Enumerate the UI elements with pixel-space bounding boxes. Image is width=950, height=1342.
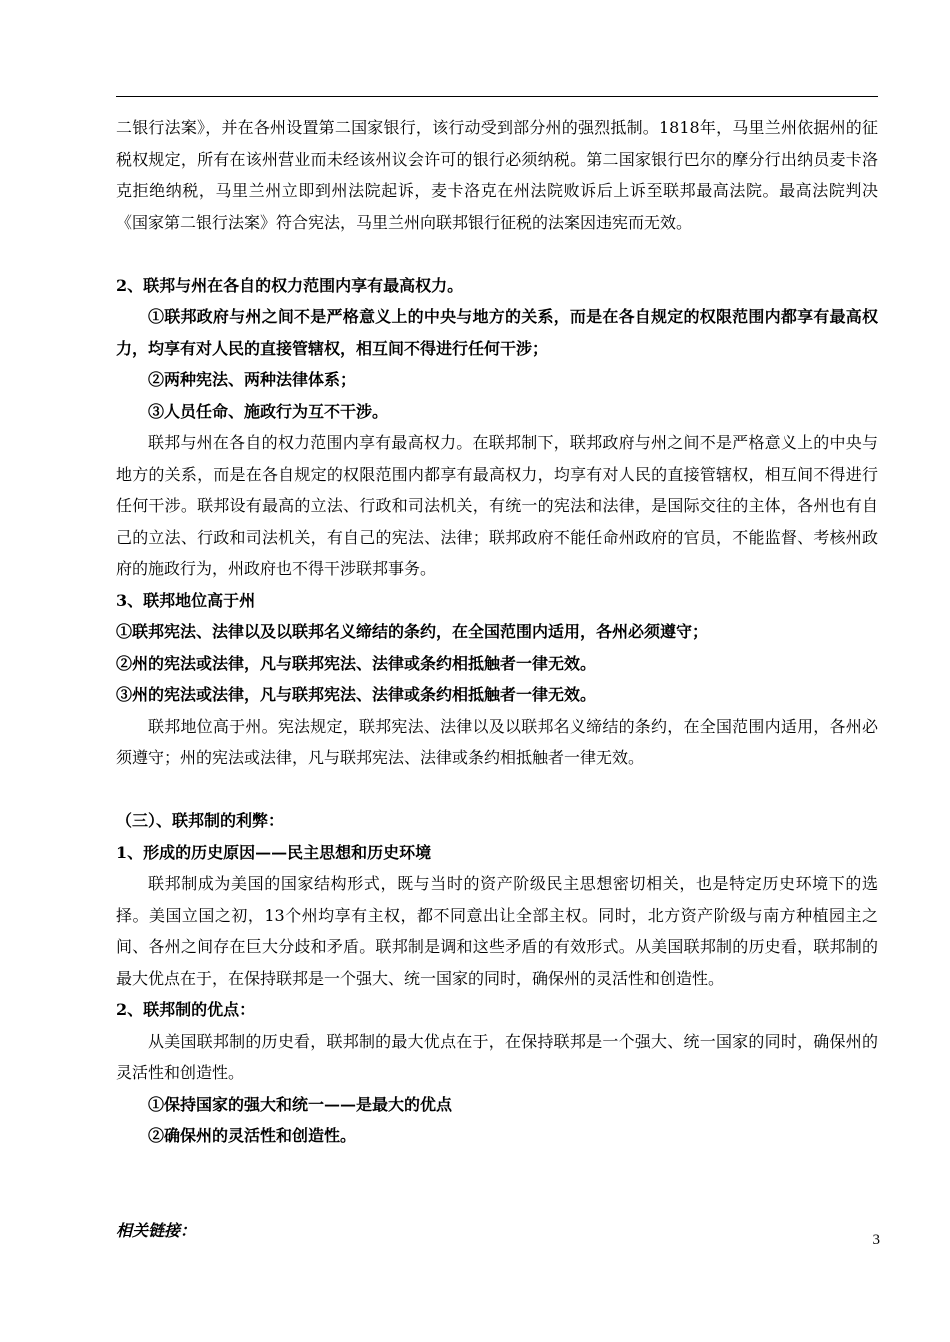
bullet-federal-above-state-3: ③州的宪法或法律，凡与联邦宪法、法律或条约相抵触者一律无效。 [116, 685, 597, 704]
heading-federal-above-state: 3、联邦地位高于州 [116, 590, 256, 610]
section-pros-cons: （三）、联邦制的利弊： [116, 811, 285, 830]
paragraph-bank-case: 二银行法案》，并在各州设置第二国家银行，该行动受到部分州的强烈抵制。1818年，马里兰州依据州的征税权规定，所有在该州营业而未经该州议会许可的银行必须纳税。第二国家银行巴尔的摩分行出纳员麦卡洛克拒绝纳税，马里兰州立即到州法院起诉，麦卡洛克在州法院败诉后上诉至联邦最高法院。最高法院判决《国家第二银行法案》符合宪法，马里兰州向联邦银行征税的法案因违宪而无效。 [116, 118, 878, 232]
heading-historical-reasons: 1、形成的历史原因——民主思想和历史环境 [116, 842, 432, 862]
paragraph-advantages: 从美国联邦制的历史看，联邦制的最大优点在于，在保持联邦是一个强大、统一国家的同时，确保州的灵活性和创造性。 [116, 1031, 878, 1082]
paragraph-supreme-power: 联邦与州在各自的权力范围内享有最高权力。在联邦制下，联邦政府与州之间不是严格意义上的中央与地方的关系，而是在各自规定的权限范围内都享有最高权力，均享有对人民的直接管辖权，相互间不得进行任何干涉。联邦设有最高的立法、行政和司法机关，有统一的宪法和法律，是国际交往的主体，各州也有自己的立法、行政和司法机关，有自己的宪法、法律；联邦政府不能任命州政府的官员，不能监督、考核州政府的施政行为，州政府也不得干涉联邦事务。 [116, 433, 878, 578]
related-links-heading: 相关链接： [116, 1220, 197, 1240]
page-number: 3 [872, 1232, 880, 1248]
bullet-supreme-power-2: ②两种宪法、两种法律体系； [148, 370, 357, 389]
heading-supreme-power: 2、联邦与州在各自的权力范围内享有最高权力。 [116, 275, 464, 295]
bullet-supreme-power-1: ①联邦政府与州之间不是严格意义上的中央与地方的关系，而是在各自规定的权限范围内都享有最高权力，均享有对人民的直接管辖权，相互间不得进行任何干涉； [116, 307, 878, 358]
bullet-federal-above-state-1: ①联邦宪法、法律以及以联邦名义缔结的条约，在全国范围内适用，各州必须遵守； [116, 622, 709, 641]
bullet-advantage-1: ①保持国家的强大和统一——是最大的优点 [148, 1094, 453, 1114]
document-body [116, 112, 878, 1246]
bullet-supreme-power-3: ③人员任命、施政行为互不干涉。 [148, 401, 389, 421]
heading-advantages: 2、联邦制的优点： [116, 1000, 256, 1019]
bullet-advantage-2: ②确保州的灵活性和创造性。 [148, 1126, 357, 1145]
header-rule [116, 96, 878, 97]
bullet-federal-above-state-2: ②州的宪法或法律，凡与联邦宪法、法律或条约相抵触者一律无效。 [116, 653, 597, 673]
paragraph-historical-reasons: 联邦制成为美国的国家结构形式，既与当时的资产阶级民主思想密切相关，也是特定历史环境下的选择。美国立国之初，13个州均享有主权，都不同意出让全部主权。同时，北方资产阶级与南方种植园主之间、各州之间存在巨大分歧和矛盾。联邦制是调和这些矛盾的有效形式。从美国联邦制的历史看，联邦制的最大优点在于，在保持联邦是一个强大、统一国家的同时，确保州的灵活性和创造性。 [116, 874, 878, 988]
paragraph-federal-above-state: 联邦地位高于州。宪法规定，联邦宪法、法律以及以联邦名义缔结的条约，在全国范围内适用，各州必须遵守；州的宪法或法律，凡与联邦宪法、法律或条约相抵触者一律无效。 [116, 716, 878, 767]
